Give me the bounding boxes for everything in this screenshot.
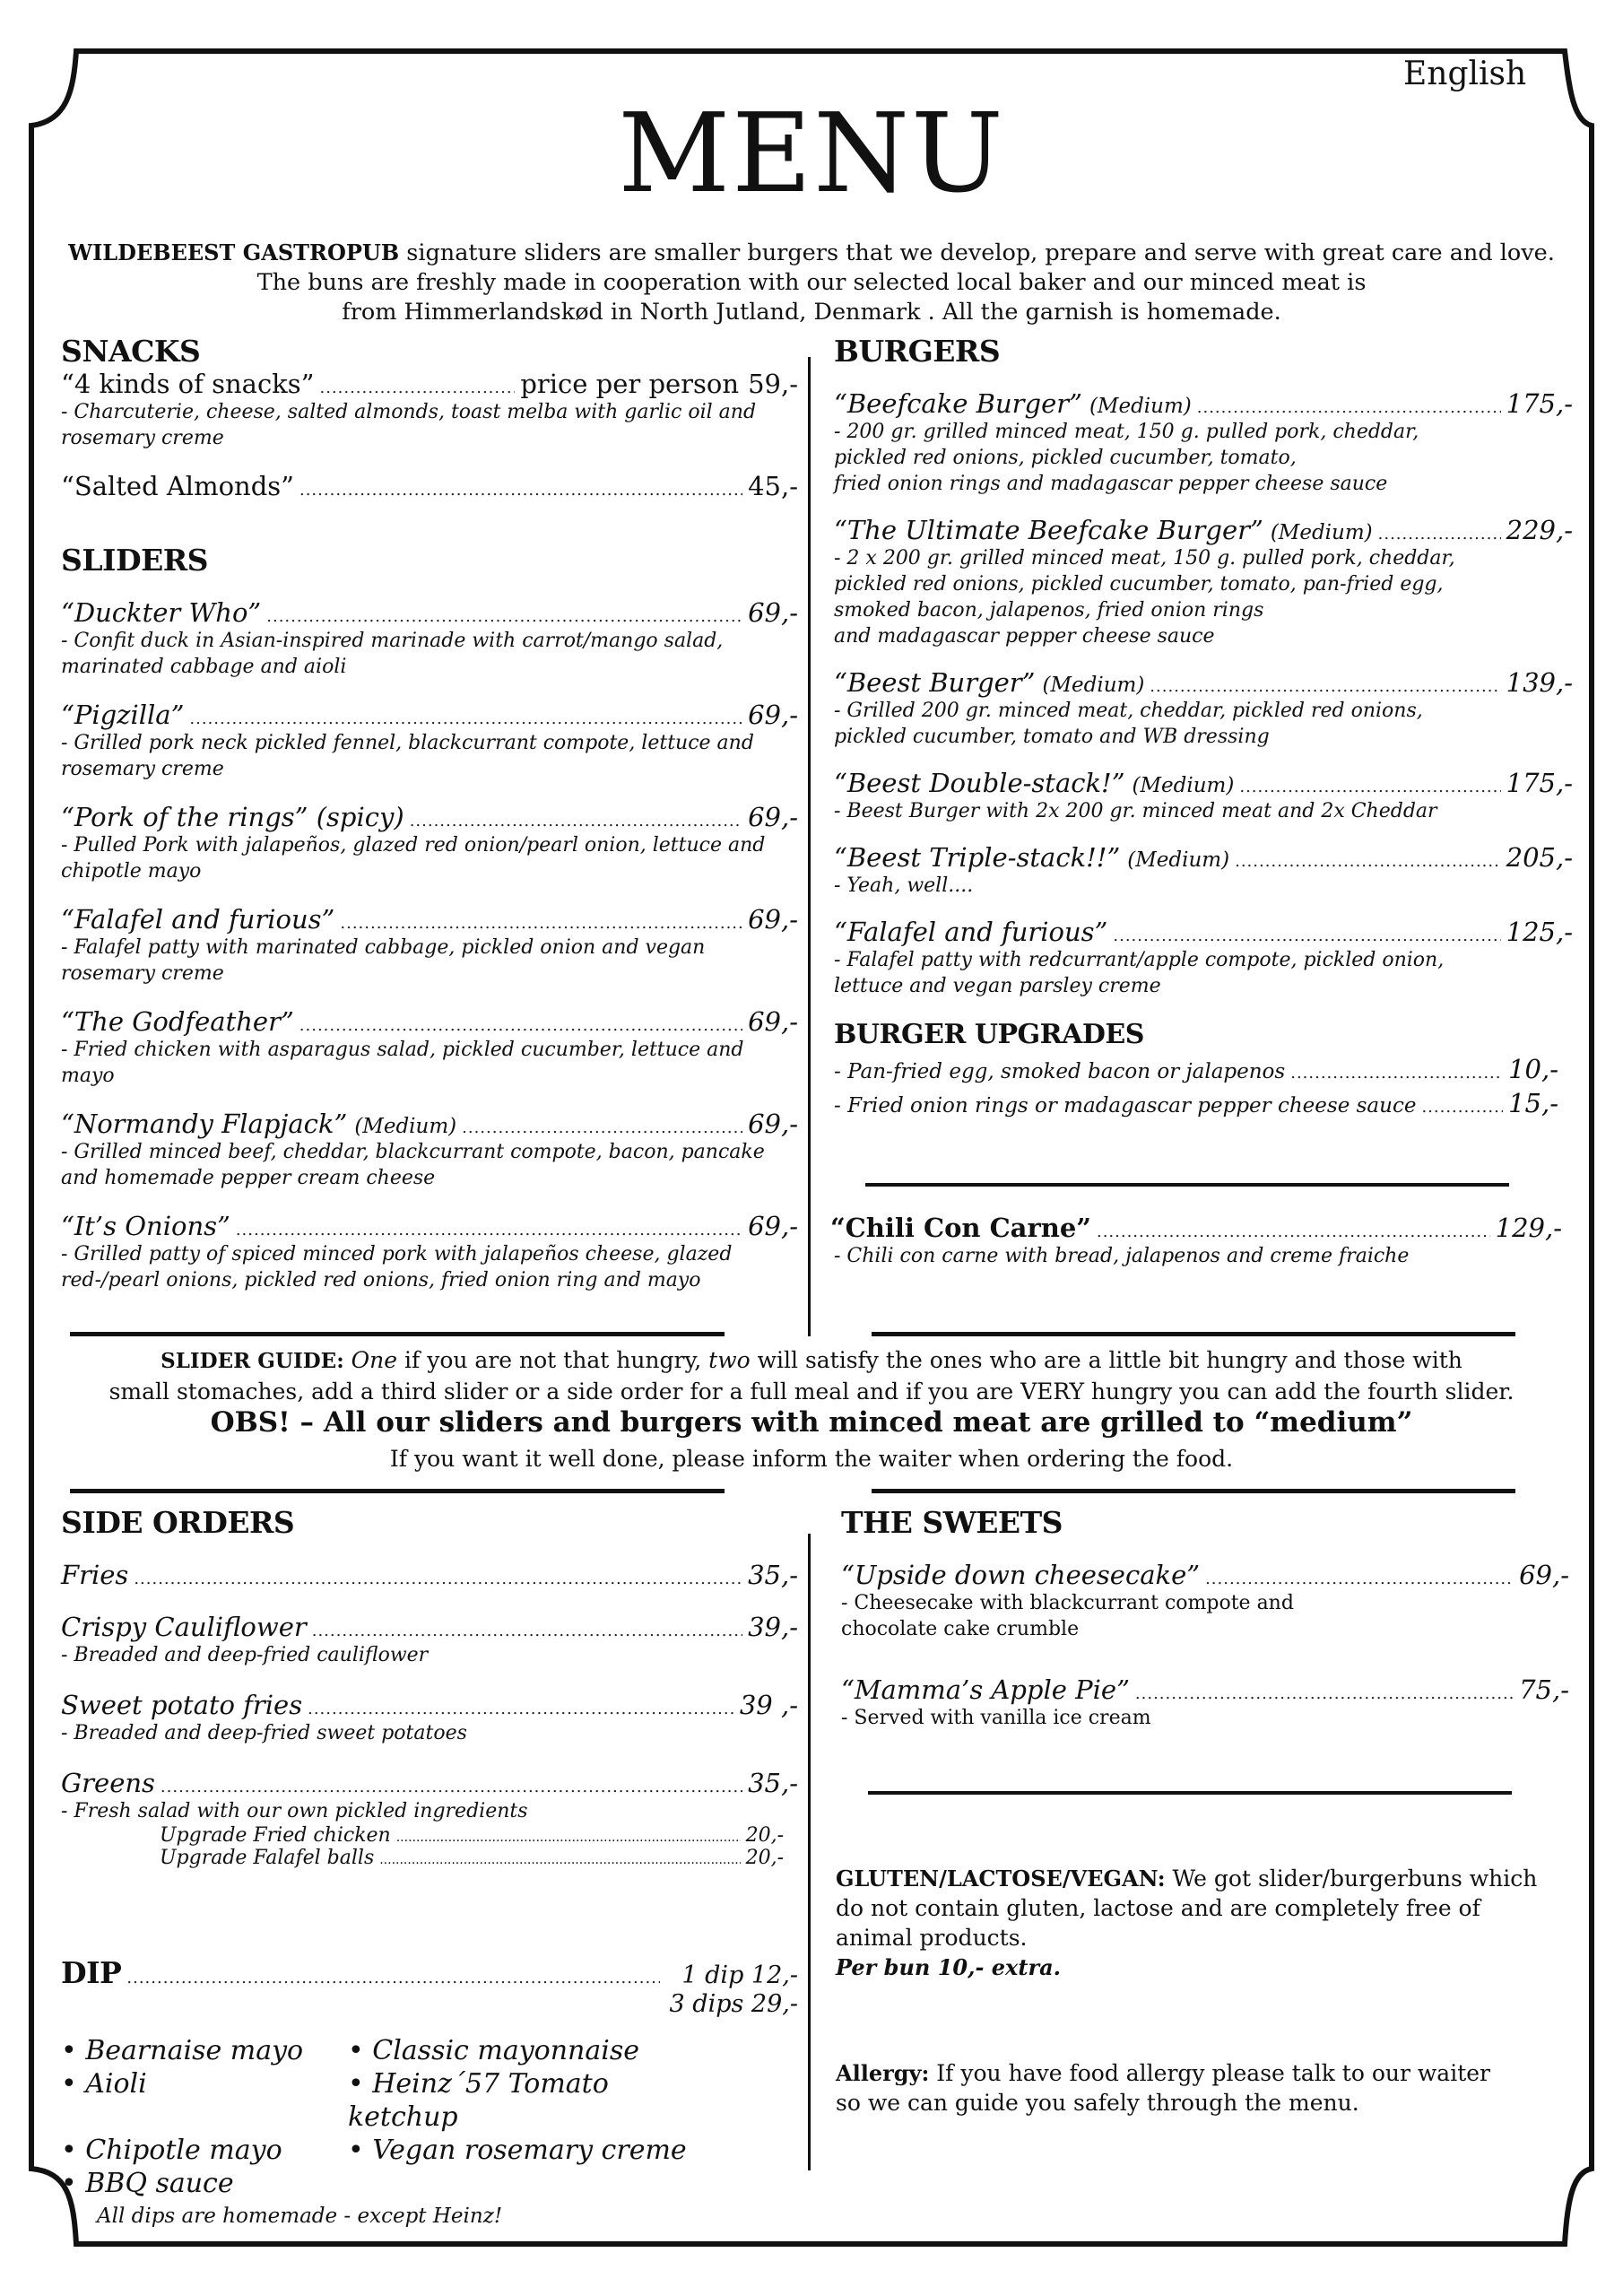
dip-section [61, 1955, 798, 2200]
leader-dots [340, 914, 742, 933]
dip-option: • Classic mayonnaise [348, 2034, 725, 2067]
dip-footnote: All dips are homemade - except Heinz! [97, 2205, 503, 2228]
burgers-heading: BURGERS [834, 334, 1001, 369]
upgrade-item: - Fried onion rings or madagascar pepper cheese sauce ..... 15,- [834, 1088, 1573, 1118]
leader-dots [319, 378, 515, 397]
column-divider-bottom [808, 1534, 811, 2170]
divider-left-1 [70, 1332, 725, 1336]
leader-dots [1378, 525, 1501, 544]
leader-dots [1150, 677, 1500, 696]
dip-option: • Heinz´57 Tomato ketchup [348, 2067, 725, 2134]
leader-dots [410, 812, 742, 831]
menu-item: “Pigzilla” ..... 69,- - Grilled pork neck pickled fennel, blackcurrant compote, lettuce and rosemary creme [61, 700, 798, 782]
divider-left-2 [70, 1489, 725, 1493]
menu-item: “Pork of the rings” (spicy) ..... 69,- - Pulled Pork with jalapeños, glazed red onion/pearl onion, lettuce and chipotle mayo [61, 802, 798, 884]
dip-option: • Vegan rosemary creme [348, 2134, 725, 2167]
burger-upgrades-heading: BURGER UPGRADES [834, 1019, 1144, 1050]
menu-item: “Normandy Flapjack” (Medium) ..... 69,- - Grilled minced beef, cheddar, blackcurrant compote, bacon, pancake and homemade pepper cream cheese [61, 1109, 798, 1191]
leader-dots [379, 1853, 740, 1867]
menu-item: “The Godfeather” ..... 69,- - Fried chicken with asparagus salad, pickled cucumber, lettuce and mayo [61, 1006, 798, 1089]
well-done-notice: If you want it well done, please inform the waiter when ordering the food. [389, 1446, 1234, 1472]
menu-item: “Duckter Who” ..... 69,- - Confit duck in Asian-inspired marinade with carrot/mango salad, marinated cabbage and aioli [61, 597, 798, 680]
sweets-heading: THE SWEETS [841, 1505, 1063, 1540]
dip-option: • Bearnaise mayo [61, 2034, 348, 2067]
menu-item: “Falafel and furious” ..... 69,- - Falafel patty with marinated cabbage, pickled onion and vegan rosemary creme [61, 904, 798, 987]
menu-item: Sweet potato fries ..... 39 ,- - Breaded and deep-fried sweet potatoes [61, 1690, 798, 1746]
snacks-heading: SNACKS [61, 334, 201, 369]
leader-dots [308, 1700, 734, 1718]
leader-dots [299, 481, 742, 500]
snacks-section [61, 334, 798, 501]
leader-dots [1113, 926, 1500, 945]
chili-section: “Chili Con Carne” ..... 129,- - Chili con carne with bread, jalapenos and creme fraiche [834, 1213, 1573, 1269]
leader-dots [126, 1969, 660, 1987]
menu-item: “The Ultimate Beefcake Burger” (Medium) ..... 229,- - 2 x 200 gr. grilled minced meat, 150 g. pulled pork, cheddar, pickled red onions, pickled cucumber, tomato, pan-fried egg, smoked bacon, jalapenos, fried onion rings and madagascar pepper cheese sauce [834, 515, 1573, 649]
leader-dots [1197, 398, 1501, 417]
leader-dots [1290, 1064, 1503, 1083]
menu-item: “Beefcake Burger” (Medium) ..... 175,- - 200 gr. grilled minced meat, 150 g. pulled pork, cheddar, pickled red onions, pickled cucumber, tomato, fried onion rings and madagascar pepper cheese sauce [834, 388, 1573, 497]
sliders-heading: SLIDERS [61, 543, 208, 578]
menu-item: “Salted Almonds” ..... 45,- [61, 471, 798, 501]
greens-upgrade-item: Upgrade Falafel balls ..... 20,- [61, 1847, 798, 1869]
dip-price-one: 1 dip 12,- [681, 1961, 798, 1989]
sliders-section [61, 543, 798, 1293]
page-title: MENU [618, 90, 1005, 217]
leader-dots [396, 1831, 741, 1845]
divider-right-1 [865, 1183, 1509, 1187]
allergy-info: Allergy: If you have food allergy please talk to our waiter so we can guide you safely through the menu. [836, 2060, 1490, 2116]
leader-dots [299, 1016, 742, 1035]
leader-dots [1205, 1570, 1514, 1588]
divider-right-4 [868, 1791, 1512, 1795]
upgrade-item: - Pan-fried egg, smoked bacon or jalapenos ..... 10,- [834, 1054, 1573, 1084]
leader-dots [1421, 1098, 1503, 1117]
menu-item: “Beest Triple-stack!!” (Medium) ..... 205,- - Yeah, well.... [834, 842, 1573, 899]
leader-dots [1135, 1684, 1514, 1703]
menu-item: “It’s Onions” ..... 69,- - Grilled patty of spiced minced pork with jalapeños cheese, glazed red-/pearl onions, pickled red onions, fried onion ring and mayo [61, 1211, 798, 1293]
leader-dots [462, 1118, 742, 1137]
menu-item: Fries ..... 35,- [61, 1560, 798, 1590]
dip-price-three: 3 dips 29,- [669, 1990, 798, 2018]
menu-item: “Upside down cheesecake” ..... 69,- - Cheesecake with blackcurrant compote and chocolate cake crumble [841, 1560, 1569, 1642]
brand-name: WILDEBEEST GASTROPUB [68, 239, 400, 265]
leader-dots [189, 709, 742, 728]
medium-notice: OBS! – All our sliders and burgers with minced meat are grilled to “medium” [210, 1406, 1413, 1439]
menu-item: Crispy Cauliflower ..... 39,- - Breaded and deep-fried cauliflower [61, 1612, 798, 1668]
leader-dots [1235, 852, 1501, 871]
side-orders-heading: SIDE ORDERS [61, 1505, 295, 1540]
slider-guide: SLIDER GUIDE: One if you are not that hungry, two will satisfy the ones who are a little bit hungry and those with small stomaches, add a third slider or a side order for a full meal and if you are VERY hungry you can add the fourth slider. [108, 1347, 1515, 1405]
menu-item: Greens ..... 35,- - Fresh salad with our own pickled ingredients [61, 1768, 798, 1824]
leader-dots [1097, 1222, 1490, 1241]
intro-text: WILDEBEEST GASTROPUB signature sliders are smaller burgers that we develop, prepare and serve with great care and love. The buns are freshly made in cooperation with our selected local baker and our minced meat is from Himmerlandskød in North Jutland, Denmark . All the garnish is homemade. [68, 239, 1555, 326]
side-orders-section [61, 1505, 798, 1869]
menu-item: “Beest Burger” (Medium) ..... 139,- - Grilled 200 gr. minced meat, cheddar, pickled red onions, pickled cucumber, tomato and WB dressing [834, 667, 1573, 750]
dip-options [61, 2034, 798, 2200]
menu-item: “Falafel and furious” ..... 125,- - Falafel patty with redcurrant/apple compote, pickled onion, lettuce and vegan parsley creme [834, 917, 1573, 999]
menu-item: “Mamma’s Apple Pie” ..... 75,- - Served with vanilla ice cream [841, 1674, 1569, 1731]
column-divider-top [808, 357, 811, 1336]
dip-heading: DIP [61, 1955, 122, 1990]
leader-dots [266, 607, 742, 626]
divider-right-2 [872, 1332, 1515, 1336]
burgers-section [834, 334, 1573, 1118]
leader-dots [236, 1221, 742, 1239]
dietary-info: GLUTEN/LACTOSE/VEGAN: We got slider/burgerbuns which do not contain gluten, lactose and are completely free of animal products. Per bun 10,- extra. [836, 1866, 1538, 1980]
dip-option: • BBQ sauce [61, 2167, 348, 2200]
sweets-section [841, 1505, 1569, 1731]
language-label[interactable]: English [1403, 56, 1527, 92]
menu-item: “Beest Double-stack!” (Medium) ..... 175,- - Beest Burger with 2x 200 gr. minced meat and 2x Cheddar [834, 768, 1573, 824]
dip-option: • Chipotle mayo [61, 2134, 348, 2167]
leader-dots [134, 1570, 742, 1588]
greens-upgrade-item: Upgrade Fried chicken ..... 20,- [61, 1824, 798, 1847]
menu-item: “4 kinds of snacks” ..... price per person 59,- - Charcuterie, cheese, salted almonds, toast melba with garlic oil and rosemary creme [61, 369, 798, 451]
leader-dots [1239, 778, 1500, 796]
dip-option: • Aioli [61, 2067, 348, 2134]
bun-surcharge: Per bun 10,- extra. [836, 1954, 1061, 1980]
divider-right-3 [872, 1489, 1515, 1493]
leader-dots [161, 1778, 742, 1796]
leader-dots [312, 1622, 742, 1640]
